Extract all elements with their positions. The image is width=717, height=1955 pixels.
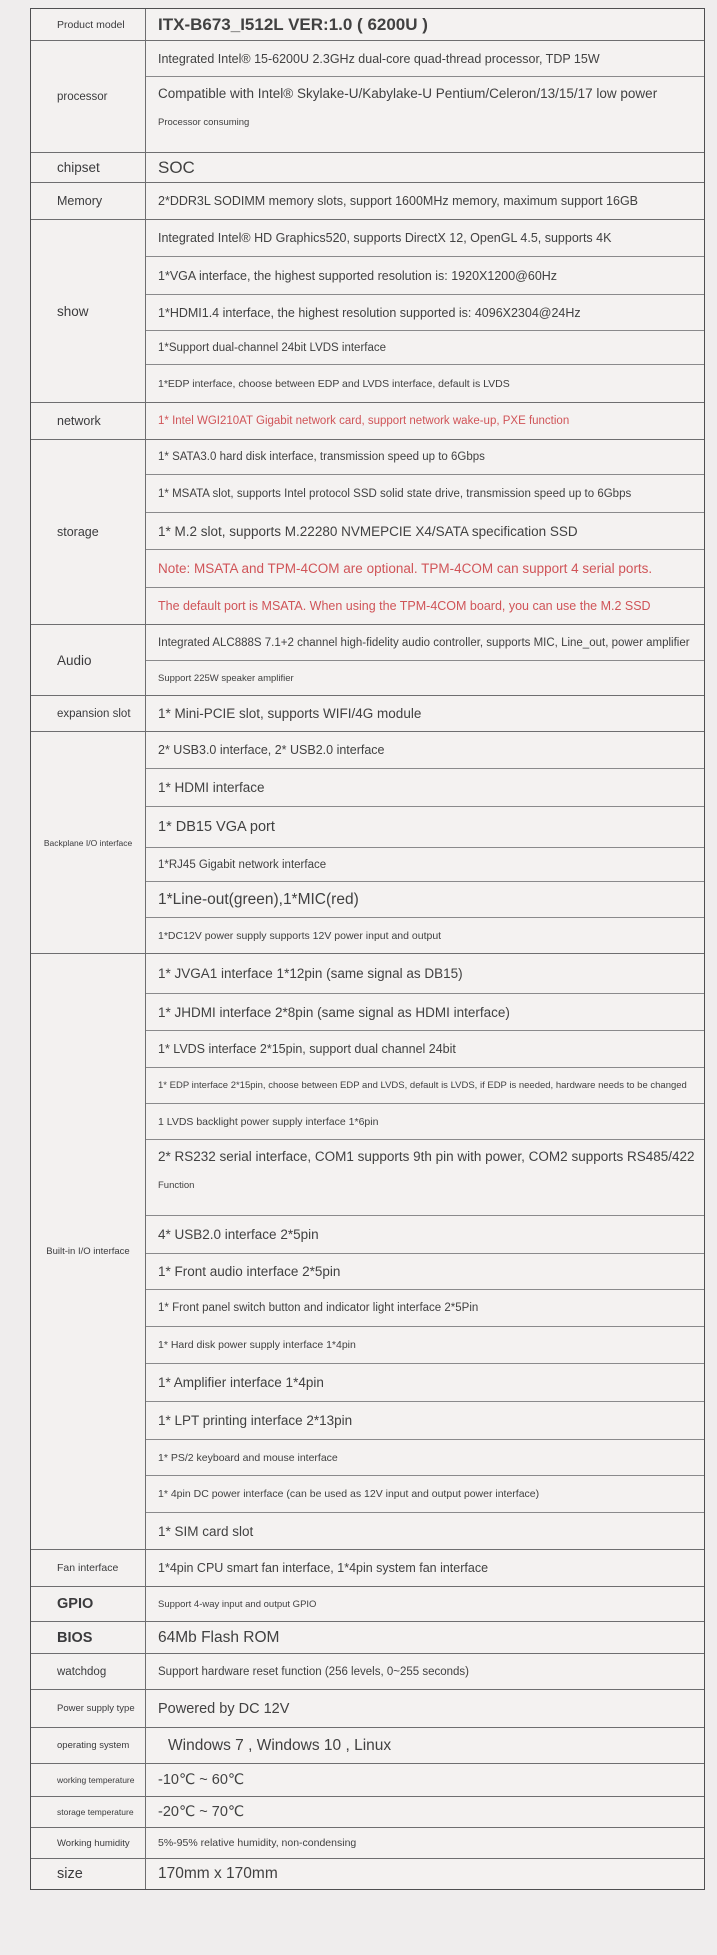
spec-row-group: [31, 731, 704, 953]
spec-value-text: 1* PS/2 keyboard and mouse interface: [158, 1451, 338, 1464]
spec-value: [146, 847, 704, 881]
spec-value-text: 1* JHDMI interface 2*8pin (same signal as HDMI interface): [158, 1004, 510, 1020]
spec-value-text: 1* M.2 slot, supports M.22280 NVMEPCIE X4/SATA specification SSD: [158, 523, 578, 539]
spec-value: [146, 732, 704, 768]
spec-label: processor: [31, 41, 146, 152]
spec-value: [146, 1439, 704, 1475]
spec-row-group: [31, 1858, 704, 1889]
spec-value: [146, 330, 704, 364]
spec-value: [146, 1103, 704, 1139]
spec-value: [146, 1215, 704, 1253]
spec-row-group: [31, 1727, 704, 1763]
spec-row-group: [31, 40, 704, 152]
spec-label: Working humidity: [31, 1828, 146, 1858]
spec-value-text: 1* Intel WGI210AT Gigabit network card, support network wake-up, PXE function: [158, 415, 570, 427]
spec-value-text: 1* MSATA slot, supports Intel protocol SSD solid state drive, transmission speed up to 6Gbps: [158, 487, 632, 500]
spec-value: [146, 153, 704, 182]
spec-label: network: [31, 403, 146, 439]
spec-value: [146, 1326, 704, 1363]
spec-value-text: Support hardware reset function (256 levels, 0~255 seconds): [158, 1665, 470, 1678]
spec-value-text: 1* HDMI interface: [158, 780, 265, 795]
spec-value-text: 1* SIM card slot: [158, 1523, 254, 1539]
spec-value-text: 2*DDR3L SODIMM memory slots, support 1600MHz memory, maximum support 16GB: [158, 194, 638, 208]
spec-label: Backplane I/O interface: [31, 732, 146, 953]
spec-value: [146, 9, 704, 40]
spec-value: [146, 696, 704, 731]
spec-row-group: [31, 152, 704, 182]
spec-label: watchdog: [31, 1654, 146, 1689]
spec-value-text: 1* DB15 VGA port: [158, 819, 275, 835]
spec-row-group: [31, 1621, 704, 1653]
spec-label: Power supply type: [31, 1690, 146, 1727]
spec-value-text: 1*VGA interface, the highest supported resolution is: 1920X1200@60Hz: [158, 268, 558, 283]
spec-value-text: 170mm x 170mm: [158, 1865, 278, 1882]
spec-value: [146, 1139, 704, 1215]
spec-value: [146, 1253, 704, 1289]
spec-value: [146, 474, 704, 512]
spec-value-text: 1* Hard disk power supply interface 1*4pin: [158, 1339, 356, 1351]
spec-row-group: [31, 1653, 704, 1689]
spec-value: [146, 1401, 704, 1439]
spec-value: [146, 1728, 704, 1763]
spec-row-group: [31, 219, 704, 402]
spec-value-text: 1* Amplifier interface 1*4pin: [158, 1375, 324, 1390]
spec-value-text: Integrated Intel® 15-6200U 2.3GHz dual-core quad-thread processor, TDP 15W: [158, 51, 600, 66]
spec-value: [146, 1550, 704, 1586]
spec-row-group: [31, 9, 704, 40]
spec-row-group: [31, 1827, 704, 1858]
spec-value-text: The default port is MSATA. When using the TPM-4COM board, you can use the M.2 SSD: [158, 599, 651, 613]
spec-value-text: -20℃ ~ 70℃: [158, 1804, 245, 1820]
spec-value-text: 1*DC12V power supply supports 12V power input and output: [158, 929, 442, 942]
spec-value: [146, 294, 704, 330]
spec-label: storage temperature: [31, 1797, 146, 1827]
spec-label: working temperature: [31, 1764, 146, 1796]
spec-value-text: 1* SATA3.0 hard disk interface, transmission speed up to 6Gbps: [158, 451, 485, 463]
spec-value: [146, 660, 704, 695]
spec-value-text: Windows 7 , Windows 10 , Linux: [168, 1736, 392, 1754]
spec-value: [146, 1030, 704, 1067]
spec-value: [146, 917, 704, 953]
spec-value: [146, 1363, 704, 1401]
spec-value-text: 4* USB2.0 interface 2*5pin: [158, 1227, 319, 1242]
spec-value: [146, 512, 704, 549]
spec-value-text: 1*4pin CPU smart fan interface, 1*4pin system fan interface: [158, 1561, 489, 1575]
spec-value: [146, 549, 704, 587]
spec-label: BIOS: [31, 1622, 146, 1653]
spec-value: [146, 1859, 704, 1889]
spec-value: [146, 1828, 704, 1858]
spec-value-text: 1*EDP interface, choose between EDP and LVDS interface, default is LVDS: [158, 377, 510, 390]
spec-label: operating system: [31, 1728, 146, 1763]
spec-value-text: 1* LPT printing interface 2*13pin: [158, 1413, 353, 1428]
spec-value: [146, 768, 704, 806]
spec-value: [146, 1690, 704, 1727]
spec-row-group: [31, 1586, 704, 1621]
spec-row-group: [31, 182, 704, 219]
spec-value: [146, 1622, 704, 1653]
spec-value-text: 1*HDMI1.4 interface, the highest resolution supported is: 4096X2304@24Hz: [158, 305, 581, 320]
spec-value-text: 1 LVDS backlight power supply interface 1*6pin: [158, 1115, 379, 1128]
spec-value: [146, 256, 704, 294]
spec-label: show: [31, 220, 146, 402]
spec-value-text: 1*Support dual-channel 24bit LVDS interface: [158, 341, 387, 354]
spec-value: [146, 1654, 704, 1689]
spec-value-text: 64Mb Flash ROM: [158, 1628, 280, 1646]
spec-value-text: 1* LVDS interface 2*15pin, support dual channel 24bit: [158, 1042, 456, 1056]
spec-value: [146, 1067, 704, 1103]
spec-value-text: 1* Front audio interface 2*5pin: [158, 1264, 341, 1279]
spec-value: [146, 806, 704, 847]
spec-row-group: [31, 439, 704, 624]
spec-label: storage: [31, 440, 146, 624]
spec-row-group: [31, 953, 704, 1549]
spec-value-subtext: Processor consuming: [158, 117, 250, 128]
spec-label: Memory: [31, 183, 146, 219]
spec-value-text: 1*Line-out(green),1*MIC(red): [158, 890, 359, 908]
spec-row-group: [31, 1796, 704, 1827]
spec-value: [146, 41, 704, 76]
spec-table: [30, 8, 705, 1890]
spec-label: size: [31, 1859, 146, 1889]
spec-label: expansion slot: [31, 696, 146, 731]
spec-row-group: [31, 1689, 704, 1727]
spec-label: Fan interface: [31, 1550, 146, 1586]
spec-value: [146, 1797, 704, 1827]
spec-row-group: [31, 624, 704, 695]
spec-label: Built-in I/O interface: [31, 954, 146, 1549]
spec-value: [146, 1475, 704, 1512]
spec-value: [146, 76, 704, 152]
spec-value-text: 1* EDP interface 2*15pin, choose between EDP and LVDS, default is LVDS, if EDP is needed, hardware needs to be changed: [158, 1080, 687, 1091]
spec-label: Product model: [31, 9, 146, 40]
spec-label: Audio: [31, 625, 146, 695]
spec-label: chipset: [31, 153, 146, 182]
spec-value-text: Integrated Intel® HD Graphics520, supports DirectX 12, OpenGL 4.5, supports 4K: [158, 231, 612, 245]
spec-value-text: 1* 4pin DC power interface (can be used as 12V input and output power interface): [158, 1488, 540, 1500]
spec-value-subtext: Function: [158, 1180, 195, 1191]
spec-value-text: Support 4-way input and output GPIO: [158, 1598, 317, 1610]
spec-value-text: Support 225W speaker amplifier: [158, 672, 294, 684]
spec-value: [146, 881, 704, 917]
spec-value: [146, 954, 704, 993]
spec-value-text: 1* Mini-PCIE slot, supports WIFI/4G module: [158, 706, 422, 721]
spec-value: [146, 625, 704, 660]
spec-row-group: [31, 695, 704, 731]
spec-value-text: 2* USB3.0 interface, 2* USB2.0 interface: [158, 743, 385, 757]
spec-value-text: 1* JVGA1 interface 1*12pin (same signal as DB15): [158, 966, 463, 981]
spec-value-text: Compatible with Intel® Skylake-U/Kabylake-U Pentium/Celeron/13/15/17 low power: [158, 86, 658, 101]
spec-value: [146, 1289, 704, 1326]
spec-value-text: SOC: [158, 157, 195, 177]
spec-value-text: 1*RJ45 Gigabit network interface: [158, 858, 327, 871]
spec-value: [146, 587, 704, 624]
spec-value: [146, 440, 704, 474]
spec-value-text: 5%-95% relative humidity, non-condensing: [158, 1837, 357, 1849]
spec-row-group: [31, 1763, 704, 1796]
spec-label: GPIO: [31, 1587, 146, 1621]
spec-value-text: 2* RS232 serial interface, COM1 supports 9th pin with power, COM2 supports RS485/422: [158, 1149, 695, 1164]
spec-value-text: 1* Front panel switch button and indicator light interface 2*5Pin: [158, 1302, 479, 1314]
spec-value-text: Note: MSATA and TPM-4COM are optional. TPM-4COM can support 4 serial ports.: [158, 561, 653, 576]
spec-row-group: [31, 402, 704, 439]
spec-value: [146, 183, 704, 219]
spec-value: [146, 993, 704, 1030]
spec-value-text: Integrated ALC888S 7.1+2 channel high-fidelity audio controller, supports MIC, Line_out, power amplifier: [158, 636, 690, 649]
spec-value: [146, 1512, 704, 1549]
spec-row-group: [31, 1549, 704, 1586]
spec-value: [146, 1587, 704, 1621]
spec-value: [146, 403, 704, 439]
spec-value-text: -10℃ ~ 60℃: [158, 1772, 245, 1788]
spec-value: [146, 1764, 704, 1796]
spec-value: [146, 220, 704, 256]
spec-value: [146, 364, 704, 402]
spec-value-text: Powered by DC 12V: [158, 1700, 290, 1717]
spec-value-text: ITX-B673_I512L VER:1.0 ( 6200U ): [158, 14, 428, 34]
